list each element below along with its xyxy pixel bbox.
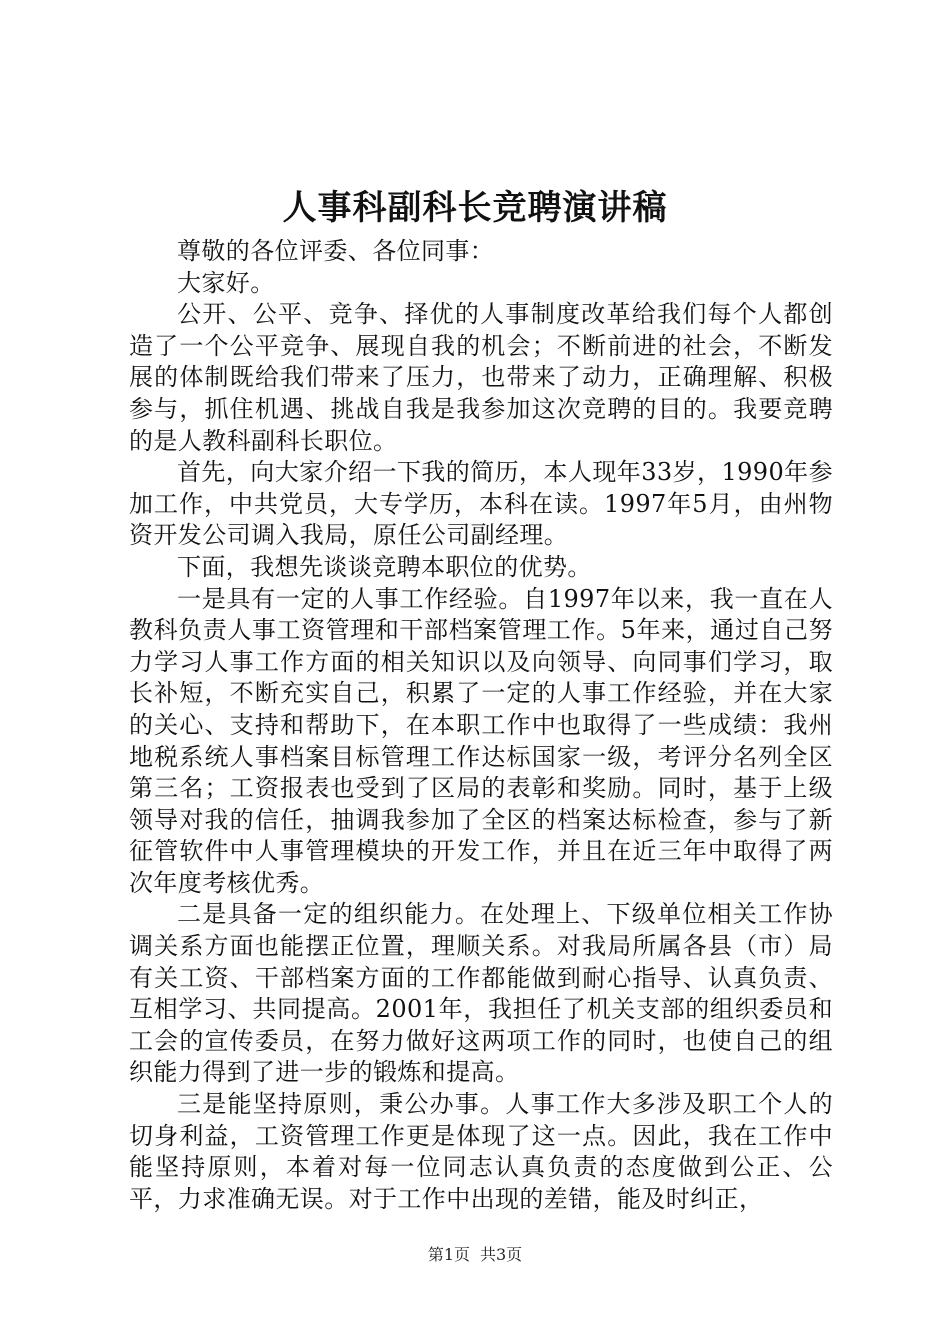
paragraph-advantages-lead: 下面，我想先谈谈竞聘本职位的优势。 [177,552,592,581]
paragraph-advantage-one: 一是具有一定的人事工作经验。自1997年以来，我一直在人教科负责人事工资管理和干部档案管理工作。5年来，通过自己努力学习人事工作方面的相关知识以及向领导、向同事们学习，取长补短，不断充实自己，积累了一定的人事工作经验，并在大家的关心、支持和帮助下，在本职工作中也取得了一些成绩：我州地税系统人事档案目标管理工作达标国家一级，考评分名列全区第三名；工资报表也受到了区局的表彰和奖励。同时，基于上级领导对我的信任，抽调我参加了全区的档案达标检查，参与了新征管软件中人事管理模块的开发工作，并且在近三年中取得了两次年度考核优秀。 [129,584,833,897]
paragraph-resume: 首先，向大家介绍一下我的简历，本人现年33岁，1990年参加工作，中共党员，大专学历，本科在读。1997年5月，由州物资开发公司调入我局，原任公司副经理。 [129,458,833,550]
paragraph-advantage-three: 三是能坚持原则，秉公办事。人事工作大多涉及职工个人的切身利益，工资管理工作更是体现了这一点。因此，我在工作中能坚持原则，本着对每一位同志认真负责的态度做到公正、公平，力求准确无误。对于工作中出现的差错，能及时纠正， [129,1090,833,1213]
page-number: 第1页 [427,1245,470,1264]
document-body [129,236,833,1215]
document-title: 人事科副科长竞聘演讲稿 [282,188,668,228]
paragraph-advantage-two: 二是具备一定的组织能力。在处理上、下级单位相关工作协调关系方面也能摆正位置，理顺关系。对我局所属各县（市）局有关工资、干部档案方面的工作都能做到耐心指导、认真负责、互相学习、共同提高。2001年，我担任了机关支部的组织委员和工会的宣传委员，在努力做好这两项工作的同时，也使自己的组织能力得到了进一步的锻炼和提高。 [129,900,833,1087]
paragraph-intro: 公开、公平、竞争、择优的人事制度改革给我们每个人都创造了一个公平竞争、展现自我的机会；不断前进的社会，不断发展的体制既给我们带来了压力，也带来了动力，正确理解、积极参与，抓住机遇、挑战自我是我参加这次竞聘的目的。我要竞聘的是人教科副科长职位。 [129,300,833,455]
paragraph-greeting: 大家好。 [177,268,275,297]
page-total: 共3页 [480,1245,523,1264]
paragraph-salutation: 尊敬的各位评委、各位同事： [177,237,495,265]
page-footer [0,1244,950,1266]
